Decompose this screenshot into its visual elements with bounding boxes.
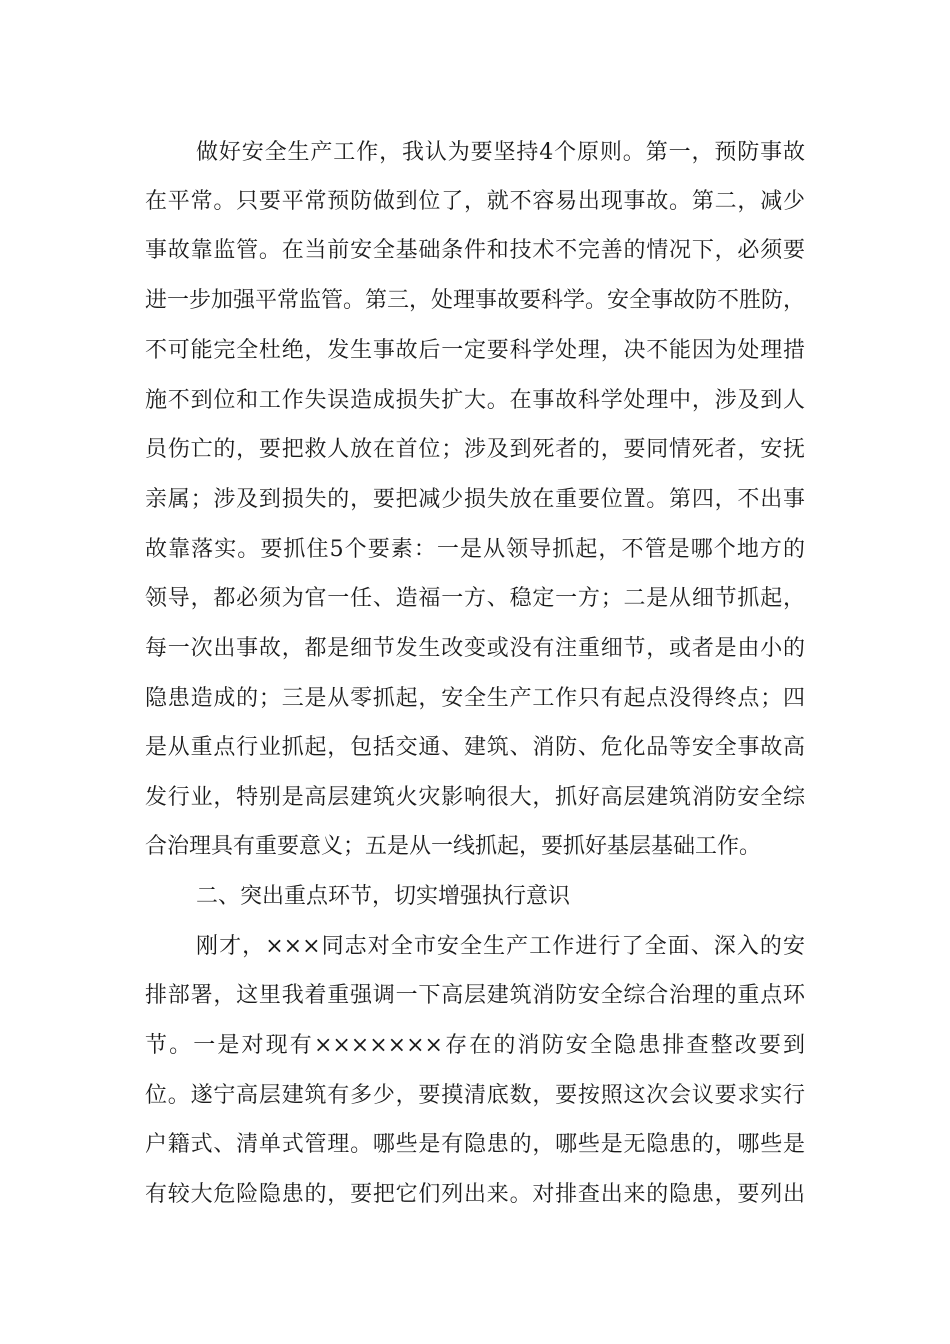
paragraph-line: 有较大危险隐患的，要把它们列出来。对排查出来的隐患，要列出 [145,1182,805,1207]
paragraph-line: 事故靠监管。在当前安全基础条件和技术不完善的情况下，必须要 [145,238,805,263]
paragraph-line: 在平常。只要平常预防做到位了，就不容易出现事故。第二，减少 [145,189,805,214]
paragraph-line: 发行业，特别是高层建筑火灾影响很大，抓好高层建筑消防安全综 [145,785,805,810]
paragraph-line: 户籍式、清单式管理。哪些是有隐患的，哪些是无隐患的，哪些是 [145,1132,805,1157]
paragraph-line: 员伤亡的，要把救人放在首位；涉及到死者的，要同情死者，安抚 [145,437,805,462]
paragraph-line: 领导，都必须为官一任、造福一方、稳定一方；二是从细节抓起， [145,586,805,611]
section-heading: 二、突出重点环节，切实增强执行意识 [196,884,571,909]
paragraph-line: 节。一是对现有×××××××存在的消防安全隐患排查整改要到 [145,1033,805,1058]
paragraph-line: 合治理具有重要意义；五是从一线抓起，要抓好基层基础工作。 [145,834,762,859]
paragraph-line: 是从重点行业抓起，包括交通、建筑、消防、危化品等安全事故高 [145,735,805,760]
paragraph-line: 刚才，×××同志对全市安全生产工作进行了全面、深入的安 [196,934,805,959]
paragraph-line: 做好安全生产工作，我认为要坚持4个原则。第一，预防事故 [196,140,805,165]
paragraph-line: 施不到位和工作失误造成损失扩大。在事故科学处理中，涉及到人 [145,388,805,413]
paragraph-line: 进一步加强平常监管。第三，处理事故要科学。安全事故防不胜防， [145,288,806,313]
paragraph-line: 隐患造成的；三是从零抓起，安全生产工作只有起点没得终点；四 [145,686,805,711]
paragraph-line: 故靠落实。要抓住5个要素：一是从领导抓起，不管是哪个地方的 [145,537,805,562]
paragraph-line: 亲属；涉及到损失的，要把减少损失放在重要位置。第四，不出事 [145,487,805,512]
paragraph-line: 每一次出事故，都是细节发生改变或没有注重细节，或者是由小的 [145,636,805,661]
paragraph-line: 位。遂宁高层建筑有多少，要摸清底数，要按照这次会议要求实行 [145,1083,805,1108]
paragraph-line: 排部署，这里我着重强调一下高层建筑消防安全综合治理的重点环 [145,983,805,1008]
paragraph-line: 不可能完全杜绝，发生事故后一定要科学处理，决不能因为处理措 [145,338,805,363]
